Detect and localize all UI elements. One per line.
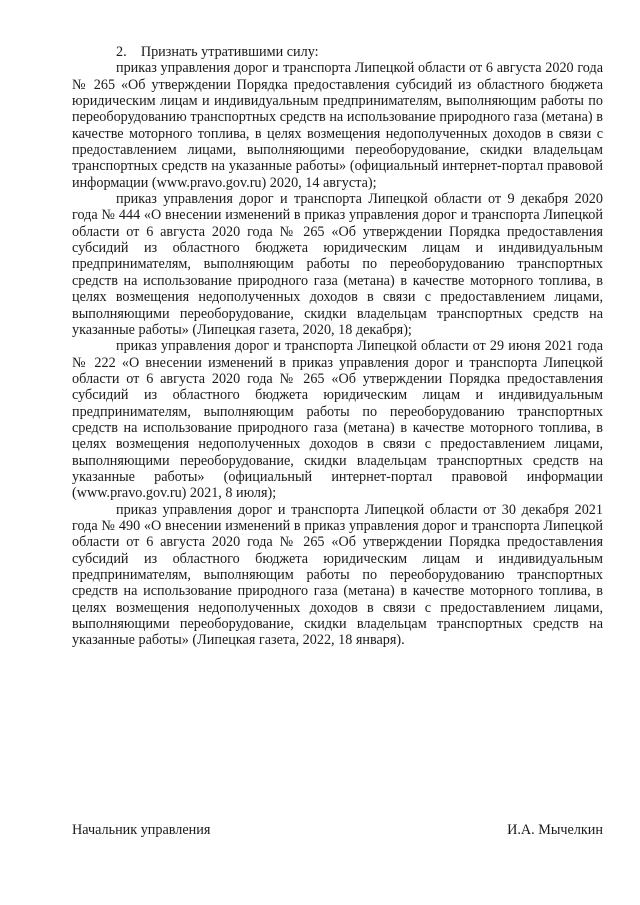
section-number: 2.	[116, 44, 127, 60]
section-heading-text: Признать утратившими силу:	[140, 44, 319, 60]
paragraph-order-490: приказ управления дорог и транспорта Липецкой области от 30 декабря 2021 года № 490 «О внесении изменений в приказ управления дорог и транспорта Липецкой области от 6 августа 2020 года № 265 «Об утверждении Порядка предоставления субсидий из областного бюджета юридическим лицам и индивидуальным предпринимателям, выполняющим работы по переоборудованию транспортных средств на использование природного газа (метана) в качестве моторного топлива, в целях возмещения недополученных доходов в связи с предоставлением лицами, выполняющими переоборудование, скидки владельцам транспортных средств на указанные работы» (Липецкая газета, 2022, 18 января).	[72, 501, 603, 649]
document-body	[72, 44, 603, 649]
signature-block	[72, 822, 603, 838]
section-heading	[72, 44, 603, 60]
signatory-position: Начальник управления	[72, 822, 211, 838]
paragraph-order-444: приказ управления дорог и транспорта Липецкой области от 9 декабря 2020 года № 444 «О внесении изменений в приказ управления дорог и транспорта Липецкой области от 6 августа 2020 года № 265 «Об утверждении Порядка предоставления субсидий из областного бюджета юридическим лицам и индивидуальным предпринимателям, выполняющим работы по переоборудованию транспортных средств на использование природного газа (метана) в качестве моторного топлива, в целях возмещения недополученных доходов в связи с предоставлением лицами, выполняющими переоборудование, скидки владельцам транспортных средств на указанные работы» (Липецкая газета, 2020, 18 декабря);	[72, 191, 603, 338]
paragraph-order-222: приказ управления дорог и транспорта Липецкой области от 29 июня 2021 года № 222 «О внесении изменений в приказ управления дорог и транспорта Липецкой области от 6 августа 2020 года № 265 «Об утверждении Порядка предоставления субсидий из областного бюджета юридическим лицам и индивидуальным предпринимателям, выполняющим работы по переоборудованию транспортных средств на использование природного газа (метана) в качестве моторного топлива, в целях возмещения недополученных доходов в связи с предоставлением лицами, выполняющими переоборудование, скидки владельцам транспортных средств на указанные работы» (официальный интернет-портал правовой информации (www.pravo.gov.ru) 2021, 8 июля);	[72, 338, 603, 502]
signatory-name: И.А. Мычелкин	[507, 822, 603, 838]
paragraph-order-265: приказ управления дорог и транспорта Липецкой области от 6 августа 2020 года № 265 «Об утверждении Порядка предоставления субсидий из областного бюджета юридическим лицам и индивидуальным предпринимателям, выполняющим работы по переоборудованию транспортных средств на использование природного газа (метана) в качестве моторного топлива, в целях возмещения недополученных доходов в связи с предоставлением лицами, выполняющими переоборудование, скидки владельцам транспортных средств на указанные работы» (официальный интернет-портал правовой информации (www.pravo.gov.ru) 2020, 14 августа);	[72, 60, 603, 191]
